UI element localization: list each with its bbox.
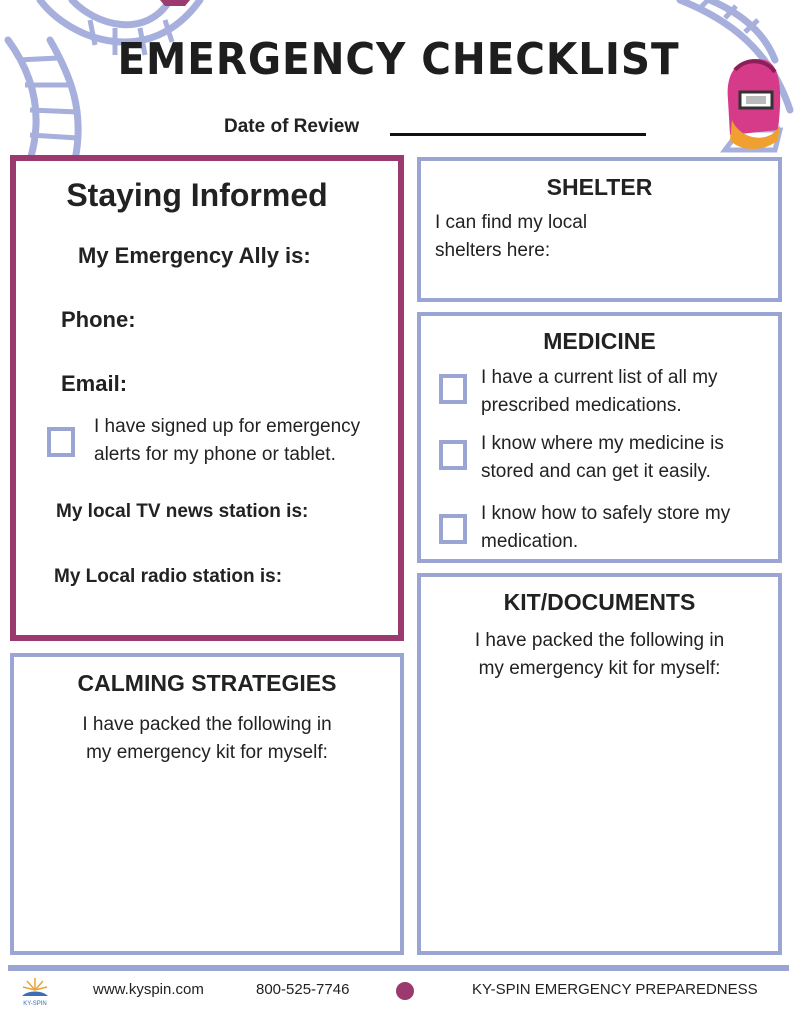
medicine-item [481, 500, 730, 556]
kit-documents-line-2: my emergency kit for myself: [478, 658, 721, 679]
medication-storage-checkbox[interactable] [439, 514, 467, 544]
radio-station-label: My Local radio station is: [54, 566, 283, 587]
date-of-review-field[interactable] [390, 133, 646, 136]
medicine-location-checkbox[interactable] [439, 440, 467, 470]
footer-divider [8, 965, 789, 971]
staying-informed-panel [10, 155, 404, 641]
calming-strategies-line-2: my emergency kit for myself: [86, 742, 328, 763]
email-label: Email: [61, 371, 128, 396]
emergency-alerts-text [94, 413, 360, 469]
calming-strategies-panel [10, 653, 404, 955]
medicine-item [481, 430, 724, 486]
shelter-heading: SHELTER [546, 174, 653, 200]
medicine-item-line-1: I know how to safely store my [481, 503, 731, 524]
emergency-alerts-line-2: alerts for my phone or tablet. [94, 444, 336, 465]
page-title: EMERGENCY CHECKLIST [117, 34, 680, 85]
date-of-review-label: Date of Review [224, 116, 360, 137]
medicine-item [481, 364, 718, 420]
emergency-alerts-line-1: I have signed up for emergency [94, 416, 361, 437]
medicine-item-line-2: stored and can get it easily. [481, 461, 711, 482]
footer-website[interactable]: www.kyspin.com [93, 981, 204, 998]
shelter-text [435, 209, 587, 265]
medicine-item-line-2: prescribed medications. [481, 395, 682, 416]
shelter-line-1: I can find my local [435, 212, 588, 233]
calming-strategies-heading: CALMING STRATEGIES [77, 670, 337, 696]
calming-strategies-line-1: I have packed the following in [82, 714, 332, 735]
footer-phone: 800-525-7746 [256, 981, 350, 998]
shelter-panel [417, 157, 782, 302]
ky-spin-logo [18, 974, 52, 1008]
medicine-heading: MEDICINE [543, 328, 656, 354]
medicine-item-line-2: medication. [481, 531, 579, 552]
kit-documents-heading: KIT/DOCUMENTS [503, 589, 696, 615]
phone-label: Phone: [61, 307, 136, 332]
kit-documents-line-1: I have packed the following in [474, 630, 725, 651]
calming-strategies-text [14, 711, 400, 767]
kit-documents-panel [417, 573, 782, 955]
tv-news-station-label: My local TV news station is: [56, 501, 309, 522]
shelter-line-2: shelters here: [435, 240, 551, 261]
footer-separator-dot [396, 982, 414, 1000]
ky-spin-logo-text: KY-SPIN [23, 1001, 47, 1007]
medicine-item-line-1: I know where my medicine is [481, 433, 724, 454]
medicine-panel [417, 312, 782, 563]
kit-documents-text [421, 627, 778, 683]
emergency-ally-label: My Emergency Ally is: [78, 243, 311, 268]
medication-list-checkbox[interactable] [439, 374, 467, 404]
emergency-alerts-checkbox[interactable] [47, 427, 75, 457]
footer-organization: KY-SPIN EMERGENCY PREPAREDNESS [472, 981, 758, 998]
staying-informed-heading: Staying Informed [66, 177, 328, 213]
medicine-item-line-1: I have a current list of all my [481, 367, 718, 388]
